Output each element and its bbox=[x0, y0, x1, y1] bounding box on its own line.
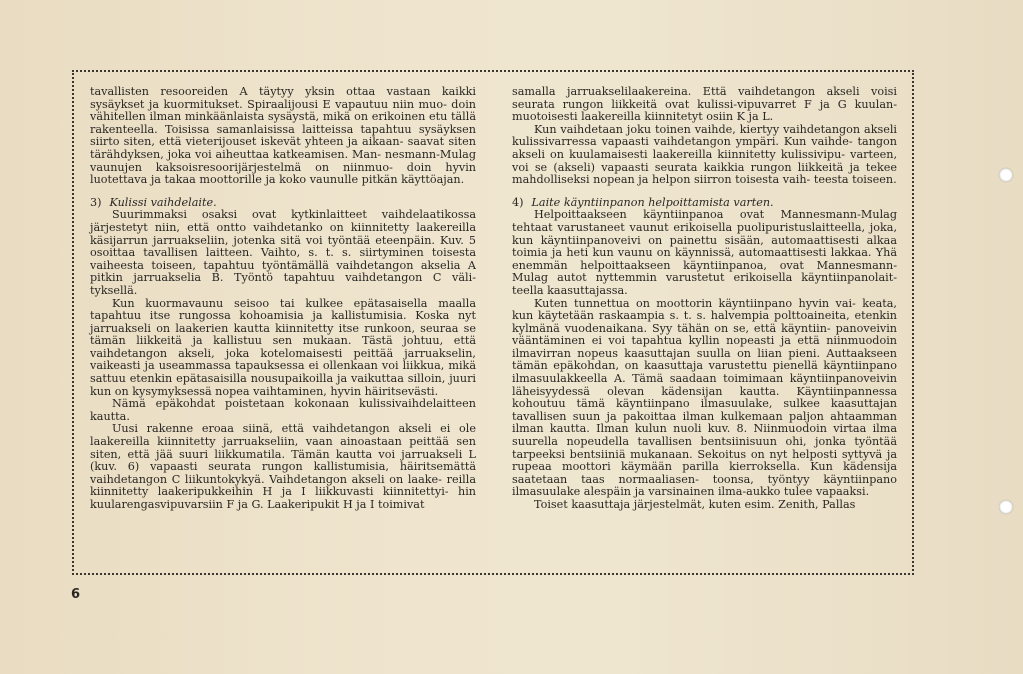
right-paragraph-1: samalla jarruakselilaakereina. Että vaihdetangon akseli voisi seurata rungon liikkeitä ovat kulissi-vipuvarret F ja G kuulan- muotoisesti laakereilla kiinnitetyt osiin K ja L. bbox=[512, 85, 897, 124]
section-4-title: Laite käyntiinpanon helpoittamista varten. bbox=[531, 195, 774, 209]
page-number: 6 bbox=[71, 587, 81, 602]
section-4-number: 4) bbox=[512, 195, 524, 209]
left-paragraph-3: Kun kuormavaunu seisoo tai kulkee epätasaisella maalla tapahtuu itse rungossa kohoamisia ja kallistumisia. Koska nyt jarruakseli on laakerien kautta kiinnitetty itse runkoon, seuraa se tämän liikkeitä ja kallistuu sen mukaan. Tästä johtuu, että vaihdetangon akseli, joka kotelomaisesti peittää jarruakselin, vaikeasti ja useammassa tapauksessa ei ollenkaan voi liikkua, mikä sattuu etenkin epätasaisilla nousupaikoilla ja vaikuttaa silloin, juuri kun on kysymyksessä nopea vaihtaminen, hyvin häiritsevästi. bbox=[90, 296, 476, 398]
right-column bbox=[512, 86, 897, 512]
right-paragraph-5: Toiset kaasuttaja järjestelmät, kuten esim. Zenith, Pallas bbox=[534, 498, 856, 511]
binder-hole-top bbox=[999, 168, 1013, 182]
section-3-number: 3) bbox=[90, 195, 102, 209]
left-paragraph-1: tavallisten resooreiden A täytyy yksin ottaa vastaan kaikki sysäykset ja kuormitukset. Spiraalijousi E vapautuu niin muo- doin vähitellen ilman minkäänlaista sysäystä, mikä on erikoinen etu tällä rakenteella. Toisissa samanlaisissa laitteissa tapahtuu sysäyksen siirto siten, että vieterijouset iskevät yhteen ja aikaan- saavat siten tärähdyksen, joka voi aiheuttaa katkeamisen. Man- nesmann-Mulag vaunujen kaksoisresoorijärjestelmä on niinmuo- doin hyvin luotettava ja takaa moottorille ja koko vaunulle pitkän käyttöajan. bbox=[90, 85, 476, 187]
right-paragraph-2: Kun vaihdetaan joku toinen vaihde, kiertyy vaihdetangon akseli kulissivarressa vapaasti vaihdetangon ympäri. Kun vaihde- tangon akseli on kuulamaisesti laakereilla kiinnitetty kulissivipu- varteen, voi se (akseli) vapaasti seurata kaikkia rungon liikkeitä ja tekee mahdolliseksi nopean ja helpon siirron toisesta vaih- teesta toiseen. bbox=[512, 122, 897, 187]
right-paragraph-3: Helpoittaakseen käyntiinpanoa ovat Mannesmann-Mulag tehtaat varustaneet vaunut erikoisella puolipuristuslaitteella, joka, kun käyntiinpanoveivi on painettu sisään, automaattisesti alkaa toimia ja heti kun vaunu on käynnissä, automaattisesti lakkaa. Yhä enemmän helpoittaakseen käyntiinpanoa, ovat Mannesmann- Mulag autot nyttemmin varustetut erikoisella käyntiinpanolait- teella kaasuttajassa. bbox=[512, 208, 897, 297]
binder-hole-bottom bbox=[999, 500, 1013, 514]
section-3-title: Kulissi vaihdelaite. bbox=[109, 195, 217, 209]
left-paragraph-4: Nämä epäkohdat poistetaan kokonaan kulissivaihdelaitteen kautta. bbox=[90, 397, 476, 423]
right-paragraph-4: Kuten tunnettua on moottorin käyntiinpano hyvin vai- keata, kun käytetään raskaampia s. t. s. halvempia polttoaineita, etenkin kylmänä vuodenaikana. Syy tähän on se, että käyntiin- panoveivin vääntäminen ei voi tapahtua kyllin nopeasti ja että niinmuodoin ilmavirran nopeus kaasuttajan suulla on liian pieni. Auttaakseen tämän epäkohdan, on kaasuttaja varustettu pienellä käyntiinpano ilmasuulakkeella A. Tämä saadaan toimimaan käyntiinpanoveivin läheisyydessä olevan kädensijan kautta. Käyntiinpannessa kohoutuu tämä käyntiinpano ilmasuulake, sulkee kaasuttajan tavallisen suun ja pakoittaa ilman kulkemaan paljon ahtaamman ilman kautta. Ilman kulun nuoli kuv. 8. Niinmuodoin virtaa ilma suurella nopeudella tavallisen bentsiinisuun ohi, jonka työntää tarpeeksi bentsiiniä mukanaan. Sekoitus on nyt helposti syttyvä ja rupeaa moottori käymään parilla kierroksella. Kun kädensija saatetaan taas normaaliasen- toonsa, työntyy käyntiinpano ilmasuulake alespäin ja varsinainen ilma-aukko tulee vapaaksi. bbox=[512, 296, 897, 499]
left-paragraph-5: Uusi rakenne eroaa siinä, että vaihdetangon akseli ei ole laakereilla kiinnitetty jarruakseliin, vaan ainoastaan peittää sen siten, että jää suuri liikkumatila. Tämän kautta voi jarruakseli L (kuv. 6) vapaasti seurata rungon kallistumisia, häiritsemättä vaihdetangon C liikuntokykyä. Vaihdetangon akseli on laake- reilla kiinnitetty laakeripukkeihin H ja I liikkuvasti kiinnitettyi- hin kuularengasvipuvarsiin F ja G. Laakeripukit H ja I toimivat bbox=[90, 422, 476, 511]
left-column bbox=[90, 86, 476, 512]
left-paragraph-2: Suurimmaksi osaksi ovat kytkinlaitteet vaihdelaatikossa järjestetyt niin, että ontto vaihdetanko on kiinnitetty laakereilla käsijarrun jarruakseliin, jotenka sitä voi työntää eteenpäin. Kuv. 5 osoittaa tavallisen laitteen. Vaihto, s. t. s. siirtyminen toisesta vaiheesta toiseen, tapahtuu työntämällä vaihdetangon akselia A pitkin jarruakselia B. Työntö tapahtuu vaihdetangon C väli- tyksellä. bbox=[90, 208, 476, 297]
